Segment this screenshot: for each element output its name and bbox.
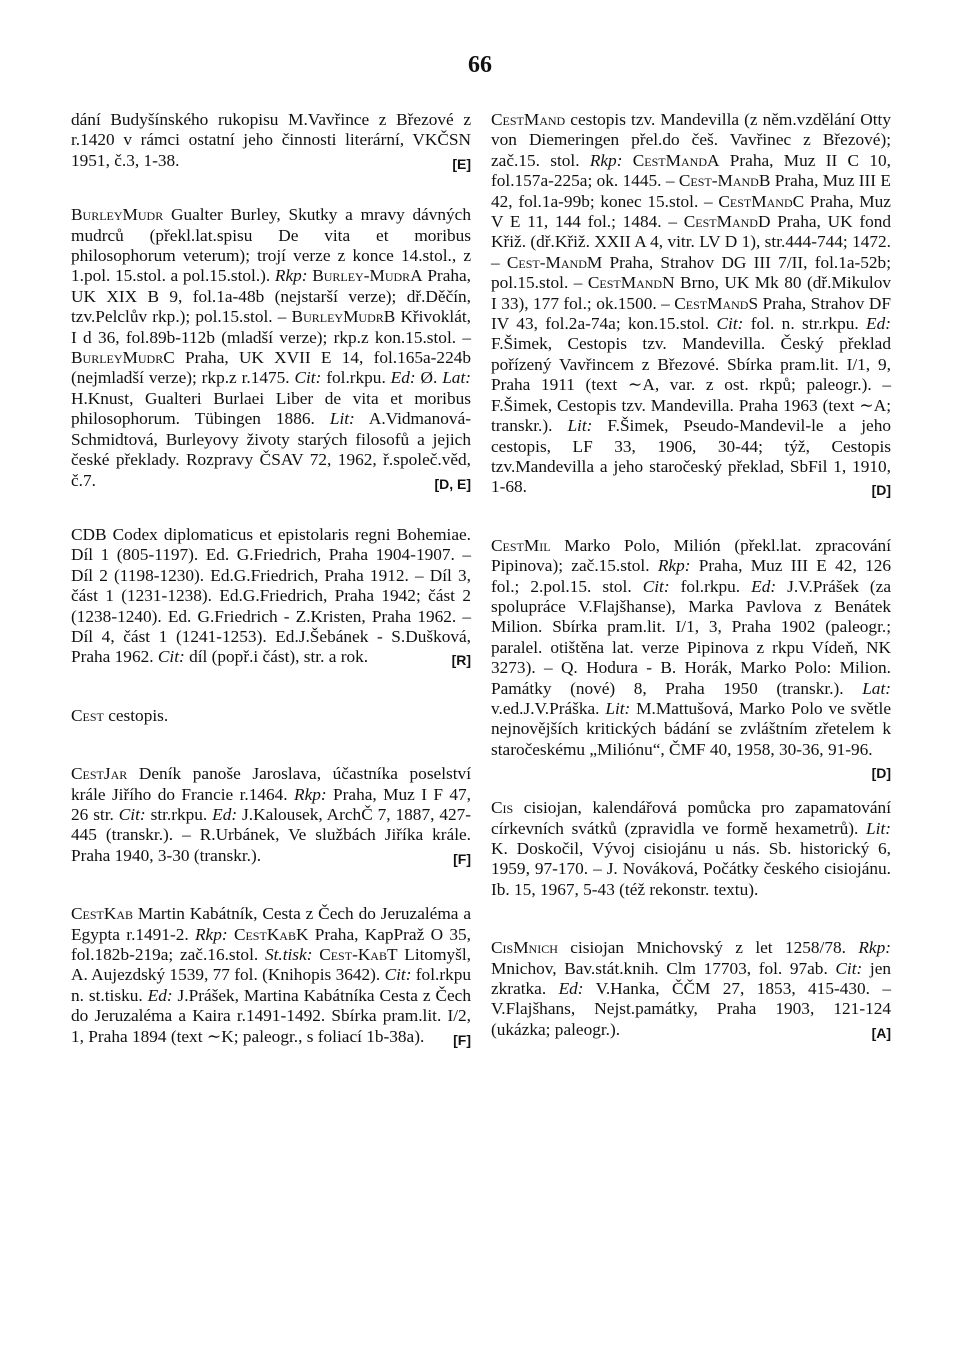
- entry-segment: H.Knust, Gualteri Burlaei Liber de vita et moribus philosophorum. Tübingen 1886.: [71, 388, 471, 429]
- entry-text: [71, 706, 471, 726]
- entry-segment: str.rkpu.: [145, 804, 213, 824]
- entry-abbreviation: CDB: [71, 524, 107, 544]
- source-siglum: BurleyMudrC: [71, 348, 175, 368]
- entry-abbreviation: CestMil: [491, 535, 551, 555]
- entry-abbreviation: Cis: [491, 798, 514, 818]
- entry-segment: Praha, UK XIX B 9, fol.1a-48b (nejstarší verze); dř.Děčín, tzv.Pelclův rkp.); pol.15.stol. –: [71, 266, 471, 327]
- category-tag: [E]: [452, 155, 471, 172]
- entry-text: [491, 798, 891, 900]
- source-siglum: CestKabK: [233, 924, 309, 944]
- entry-abbreviation: CisMnich: [491, 938, 558, 958]
- entry-abbreviation: CestMand: [491, 110, 566, 129]
- dictionary-entry: [491, 938, 891, 1040]
- source-siglum: Burley-MudrA: [312, 266, 423, 286]
- field-label: Rkp:: [858, 938, 891, 958]
- entry-segment: cestopis tzv. Mandevilla (z něm.vzdělání Otty von Diemeringen přel.do češ. Vavřinec z Březové); zač.15. stol.: [491, 110, 891, 170]
- source-siglum: Cest-KabT: [319, 945, 398, 964]
- field-label: Ed:: [212, 804, 238, 824]
- dictionary-entry: [491, 110, 891, 498]
- dictionary-entry: [71, 110, 471, 171]
- entry-abbreviation: CestKab: [71, 904, 134, 924]
- right-column: [491, 110, 891, 1043]
- entry-segment: J.Prášek, Martina Kabátníka Cesta z Čech do Jeruzaléma a Kaira r.1491-1492. Sbírka pram.lit. I/2, 1, Praha 1894 (text ∼K; paleogr., s foliací 1b-38a).: [71, 985, 471, 1046]
- category-tag: [F]: [453, 850, 471, 867]
- dictionary-entry: [71, 525, 471, 668]
- source-siglum: CestMandA: [632, 150, 720, 170]
- dictionary-entry: [71, 205, 471, 491]
- field-label: Ed:: [751, 576, 777, 596]
- field-label: Cit:: [642, 576, 670, 596]
- category-tag: [D]: [871, 482, 891, 499]
- entry-segment: díl (popř.i část), str. a rok.: [184, 647, 369, 667]
- field-label: Lit:: [567, 416, 593, 436]
- entry-segment: J.Kalousek, ArchČ 7, 1887, 427-445 (transkr.). – R.Urbánek, Ve službách Jiříka krále. Praha 1940, 3-30 (transkr.).: [71, 804, 472, 865]
- entry-segment: fol.rkpu.: [321, 368, 391, 388]
- category-tag: [A]: [871, 1024, 891, 1041]
- entry-text: [71, 110, 471, 171]
- field-label: Cit:: [384, 965, 412, 985]
- field-label: St.tisk:: [264, 945, 313, 964]
- entry-segment: cestopis.: [103, 705, 169, 725]
- field-label: Rkp:: [657, 556, 691, 576]
- entry-segment: jen zkratka.: [491, 958, 892, 999]
- entry-abbreviation: CestJar: [71, 764, 128, 784]
- entry-segment: Praha, Muz I F 47, 26 str.: [71, 784, 471, 824]
- entry-segment: Brno, UK Mk 80 (dř.Mikulov I 33), 177 fol.; ok.1500. –: [491, 273, 892, 313]
- entry-segment: M.Mattušová, Marko Polo ve světle nejnovějších kritických bádání se zvláštním zřetelem k staročeskému „Miliónu“, ČMF 40, 1958, 30-36, 91-96.: [491, 698, 891, 759]
- entry-text: [491, 110, 891, 498]
- dictionary-entry: [491, 798, 891, 900]
- page-number: 66: [468, 52, 492, 78]
- category-tag: [D]: [871, 765, 891, 782]
- field-label: Ed:: [866, 314, 891, 334]
- entry-segment: Praha, UK XVII E 14, fol.165a-224b (nejmladší verze); rkp.z r.1475.: [71, 348, 471, 388]
- entry-segment: Gualter Burley, Skutky a mravy dávných mudrců (překl.lat.spisu De vita et moribus philosophorum veterum); trojí verze z konce 14.stol., z 1.pol. 15.stol. a pol.15.stol.).: [71, 205, 471, 286]
- field-label: Ed:: [390, 368, 416, 388]
- source-siglum: CestMandC: [718, 191, 805, 211]
- entry-segment: v.ed.J.V.Práška.: [491, 698, 606, 718]
- category-tag: [D, E]: [434, 475, 471, 492]
- source-siglum: BurleyMudrB: [291, 307, 396, 327]
- entry-text: [71, 904, 471, 1047]
- category-tag: [R]: [451, 652, 471, 669]
- field-label: Lit:: [866, 818, 891, 838]
- entry-segment: cisiojan, kalendářová pomůcka pro zapamatování církevních svátků (zpravidla ve formě hexametrů).: [491, 798, 891, 838]
- field-label: Cit:: [716, 314, 744, 334]
- entry-abbreviation: Cest: [71, 705, 104, 725]
- dictionary-entry: [491, 535, 891, 782]
- entry-segment: Křivoklát, I d 36, fol.89b-112b (mladší verze); rkp.z kon.15.stol. –: [71, 307, 471, 347]
- entry-segment: J.V.Prášek (za spolupráce V.Flajšhanse), Marka Pavlova z Benátek Milion. Sbírka pram.lit. I/1, 3, Praha 1902 (paleogr.; paralel. otištěna lat. verze Pipinova z rkpu Vídeň, NK 3273). – Q. Hodura - B. Horák, Marko Polo: Milion. Památky (nové) 8, Praha 1950 (transkr.).: [491, 576, 891, 698]
- entry-segment: Mnichov, Bav.stát.knih. Clm 17703, fol. 97ab.: [491, 958, 836, 978]
- field-label: Lat:: [442, 368, 471, 388]
- field-label: Cit:: [294, 368, 322, 388]
- entry-text: [491, 938, 891, 1040]
- field-label: Rkp:: [274, 266, 308, 286]
- field-label: Rkp:: [195, 924, 228, 944]
- field-label: Ed:: [147, 985, 173, 1005]
- field-label: Ed:: [558, 979, 584, 999]
- entry-segment: Litomyšl, A. Aujezdský 1539, 77 fol. (Knihopis 3642).: [71, 945, 471, 985]
- entry-abbreviation: BurleyMudr: [71, 205, 164, 225]
- entry-segment: Praha, Muz V E 11, 144 fol.; 1484. –: [491, 191, 891, 232]
- source-siglum: CestMandD: [683, 212, 771, 232]
- source-siglum: CestMandN: [587, 273, 675, 293]
- field-label: Cit:: [118, 804, 146, 824]
- field-label: Rkp:: [294, 784, 327, 804]
- entry-segment: Praha, UK fond Křiž. (dř.Křiž. XXII A 4, vitr. LV D 1), str.444-744; 1472. –: [491, 212, 891, 272]
- entry-segment: [622, 151, 632, 170]
- entry-segment: Deník panoše Jaroslava, účastníka poselství krále Jiřího do Francie r.1464.: [71, 764, 471, 804]
- field-label: Rkp:: [589, 150, 623, 170]
- field-label: Lit:: [605, 698, 631, 718]
- field-label: Lat:: [862, 678, 891, 698]
- entry-segment: fol.rkpu.: [669, 576, 752, 596]
- entry-segment: Praha, Muz II C 10, fol.157a-225a; ok. 1445. –: [491, 150, 891, 191]
- dictionary-entry: [71, 706, 471, 726]
- source-siglum: Cest-MandM: [506, 252, 603, 272]
- entry-segment: Praha, Strahov DF IV 43, fol.2a-74a; kon.15.stol.: [491, 293, 891, 334]
- source-siglum: Cest-MandB: [678, 171, 771, 191]
- entry-segment: Praha, Muz III E 42, 126 fol.; 2.pol.15. stol.: [491, 556, 891, 596]
- entry-text: [491, 535, 891, 782]
- field-label: Lit:: [329, 409, 355, 429]
- entry-segment: A.Vidmanová-Schmidtová, Burleyovy životy starých filosofů a jejich české překlady. Rozpravy ČSAV 72, 1962, ř.společ.věd, č.7.: [71, 409, 472, 490]
- entry-segment: cisiojan Mnichovský z let 1258/78.: [557, 938, 859, 958]
- entry-segment: F.Šimek, Cestopis tzv. Mandevilla. Český překlad pořízený Vavřincem z Březové. Sbírka pram.lit. I/1, 9, Praha 1911 (text ∼A, var. z ost. rkpů; paleogr.). – F.Šimek, Cestopis tzv. Mandevilla. Praha 1963 (text ∼A; transkr.).: [491, 334, 891, 436]
- entry-text: [71, 764, 471, 866]
- entry-segment: dání Budyšínského rukopisu M.Vavřince z Březové z r.1420 v rámci ostatní jeho činnosti literární, VKČSN 1951, č.3, 1-38.: [71, 110, 471, 170]
- entry-text: [71, 205, 471, 491]
- dictionary-entry: [71, 904, 471, 1047]
- field-label: Cit:: [157, 647, 185, 667]
- field-label: Cit:: [835, 958, 863, 978]
- entry-text: [71, 525, 471, 668]
- source-siglum: CestMandS: [674, 293, 759, 313]
- entry-segment: Praha, Muz III E 42, fol.1a-99b; konec 15.stol. –: [491, 171, 891, 211]
- entry-segment: Praha, Strahov DG III 7/II, fol.1a-52b; pol.15.stol. –: [491, 252, 892, 293]
- dictionary-entry: [71, 764, 471, 866]
- entry-segment: fol.rkpu n. st.tisku.: [71, 965, 472, 1005]
- entry-segment: fol. n. str.rkpu.: [743, 314, 867, 334]
- entry-segment: Marko Polo, Milión (překl.lat. zpracování Pipinova); zač.15.stol.: [491, 535, 891, 576]
- entry-segment: Martin Kabátník, Cesta z Čech do Jeruzaléma a Egypta r.1491-2.: [71, 904, 471, 944]
- entry-segment: F.Šimek, Pseudo-Mandevil-le a jeho cestopis, LF 33, 1906, 30-44; týž, Cestopis tzv.Mandevilla a jeho staročeský překlad, SbFil 1, 1910, 1-68.: [491, 416, 891, 497]
- entry-segment: V.Hanka, ČČM 27, 1853, 415-430. – V.Flajšhans, Nejst.památky, Praha 1903, 121-124 (ukázka; paleogr.).: [491, 979, 891, 1039]
- category-tag: [F]: [453, 1031, 471, 1048]
- entry-segment: K. Doskočil, Vývoj cisiojánu u nás. Sb. historický 6, 1959, 97-170. – J. Nováková, Počátky českého cisiojánu. Ib. 15, 1967, 5-43 (též rekonstr. textu).: [491, 839, 891, 899]
- entry-segment: Codex diplomaticus et epistolaris regni Bohemiae. Díl 1 (805-1197). Ed. G.Friedrich, Praha 1904-1907. – Díl 2 (1198-1230). Ed.G.Friedrich, Praha 1912. – Díl 3, část 1 (1231-1238). Ed.G.Friedrich, Praha 1942; část 2 (1238-1240). Ed. G.Friedrich - Z.Kristen, Praha 1962. – Díl 4, část 1 (1241-1253). Ed.J.Šebánek - S.Dušková, Praha 1962.: [71, 524, 471, 667]
- entry-segment: Ø.: [415, 368, 443, 388]
- left-column: [71, 110, 471, 1050]
- entry-segment: Praha, KapPraž O 35, fol.182b-219a; zač.16.stol.: [71, 924, 471, 964]
